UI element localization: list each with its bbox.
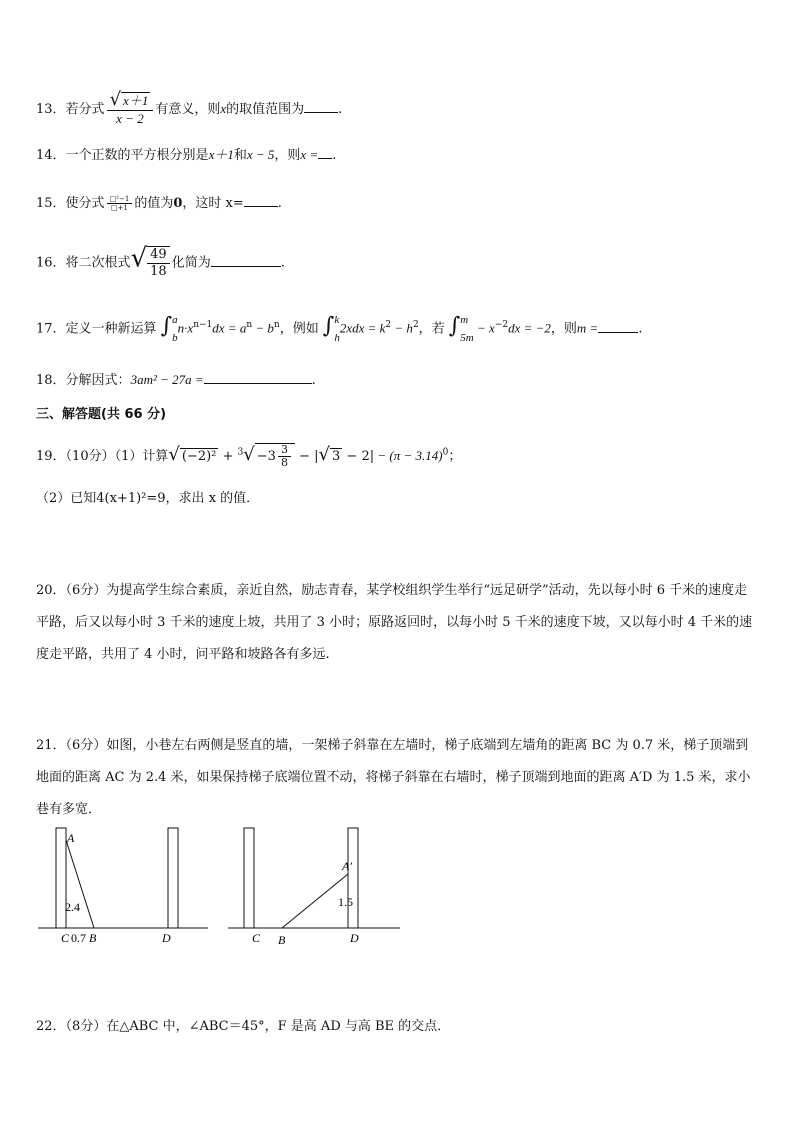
figure-left xyxy=(38,828,208,945)
period: . xyxy=(280,255,285,271)
question-number: 20． xyxy=(36,583,66,598)
exponent: 2 xyxy=(385,320,392,331)
fraction xyxy=(107,89,154,127)
variable: x xyxy=(220,101,227,116)
result: dx = −2 xyxy=(508,320,551,336)
expression: x = xyxy=(300,147,319,162)
question-16 xyxy=(36,243,285,280)
abs-bar-icon: | xyxy=(314,449,319,464)
radicand: (−2)² xyxy=(181,449,217,464)
answer-blank[interactable] xyxy=(244,194,278,207)
text: 使分式 xyxy=(65,196,105,211)
denominator: 18 xyxy=(150,264,167,279)
lower-limit: h xyxy=(334,332,340,344)
question-19 xyxy=(36,443,461,469)
text: ，这时 x= xyxy=(182,196,244,211)
numerator: 3 xyxy=(278,444,291,457)
question-number: 18． xyxy=(36,373,66,388)
ladder xyxy=(66,840,94,928)
fraction xyxy=(278,444,291,469)
period: . xyxy=(332,148,337,163)
label-A-prime: A′ xyxy=(342,859,352,873)
question-14 xyxy=(36,146,336,165)
integral-limits xyxy=(460,314,473,344)
sqrt-sign-icon: √ xyxy=(243,444,255,465)
expression: − (π − 3.14) xyxy=(374,448,443,463)
text: 若分式 xyxy=(65,102,105,117)
radicand xyxy=(255,443,295,469)
label-length: 1.5 xyxy=(338,895,353,909)
integrand: n·x xyxy=(177,320,194,336)
period: . xyxy=(638,321,643,337)
operator: + xyxy=(218,449,238,464)
question-15 xyxy=(36,194,282,213)
expression: 3am² − 27a = xyxy=(130,372,204,387)
integrand: − x xyxy=(473,320,495,336)
question-text: （8分）在△ABC 中，∠ABC＝45°，F 是高 AD 与高 BE 的交点． xyxy=(65,1019,451,1034)
lower-limit: b xyxy=(172,332,178,344)
expression: x − 5 xyxy=(246,147,275,162)
text: （1）计算 xyxy=(114,449,169,464)
radicand: 3 xyxy=(332,449,341,464)
integrand: 2xdx = k xyxy=(339,320,386,336)
label-D: D xyxy=(162,931,171,945)
sqrt-sign-icon: √ xyxy=(130,243,148,274)
result: − h xyxy=(391,320,413,336)
question-20 xyxy=(36,575,758,671)
integral-sign-icon: ∫ xyxy=(160,313,173,339)
operator: − xyxy=(294,449,315,464)
text: 分解因式： xyxy=(65,373,131,388)
question-number: 21． xyxy=(36,738,66,753)
right-wall xyxy=(168,828,178,928)
text: ； xyxy=(448,449,462,464)
sqrt-sign-icon: √ xyxy=(168,444,180,465)
period: . xyxy=(338,102,343,117)
exponent: −2 xyxy=(494,320,509,331)
denominator: □+1 xyxy=(110,204,128,212)
denominator: 8 xyxy=(280,456,288,469)
label-length: 2.4 xyxy=(65,900,80,914)
whole-part: −3 xyxy=(256,449,276,464)
result: dx = a xyxy=(212,320,247,336)
text: 的取值范围为 xyxy=(226,102,305,117)
result: − b xyxy=(252,320,274,336)
right-wall xyxy=(348,828,358,928)
period: . xyxy=(311,373,316,388)
answer-blank[interactable] xyxy=(204,371,312,384)
integral-sign-icon: ∫ xyxy=(322,313,335,339)
text: 化简为 xyxy=(171,255,211,271)
text: − 2 xyxy=(342,449,370,464)
text: 一个正数的平方根分别是 xyxy=(65,148,209,163)
text: ，例如 xyxy=(279,321,319,337)
integral-sign-icon: ∫ xyxy=(448,313,461,339)
question-13 xyxy=(36,89,343,127)
question-18 xyxy=(36,371,316,390)
text: 有意义，则 xyxy=(155,102,221,117)
answer-blank[interactable] xyxy=(211,254,281,267)
answer-blank[interactable] xyxy=(304,100,338,113)
root-index: 3 xyxy=(237,447,244,458)
label-base: 0.7 xyxy=(71,931,86,945)
radicand: x＋1 xyxy=(123,93,149,108)
upper-limit: k xyxy=(334,314,340,326)
abs-bar-icon: | xyxy=(369,449,375,464)
upper-limit: a xyxy=(172,314,178,326)
exponent: n xyxy=(246,320,253,331)
text: ，若 xyxy=(418,321,445,337)
fraction xyxy=(147,246,170,280)
exponent: n xyxy=(273,320,280,331)
section-heading: 三、解答题(共 66 分) xyxy=(36,407,167,422)
expression: m = xyxy=(576,320,599,336)
sqrt-sign-icon: √ xyxy=(109,89,122,110)
zero: 0 xyxy=(173,196,183,211)
text: 定义一种新运算 xyxy=(65,321,157,337)
exponent: 2 xyxy=(412,320,419,331)
lower-limit: 5m xyxy=(460,332,474,344)
question-text: （6分）如图，小巷左右两侧是竖直的墙，一架梯子斜靠在左墙时，梯子底端到左墙角的距离 BC 为 0.7 米，梯子顶端到地面的距离 AC 为 2.4 米，如果保持梯子底端位置不动，将梯子斜靠在右墙时，梯子顶端到地面的距离 A′D 为 1.5 米，求小巷有多宽． xyxy=(36,738,751,817)
question-21 xyxy=(36,730,758,826)
upper-limit: m xyxy=(460,314,469,326)
numerator: □²−1 xyxy=(107,195,133,204)
label-D: D xyxy=(350,931,359,945)
question-number: 15． xyxy=(36,196,66,211)
text: ，则 xyxy=(550,321,577,337)
figure-right xyxy=(228,828,400,947)
exponent: 0 xyxy=(442,447,449,458)
label-C: C xyxy=(252,931,261,945)
question-number: 16． xyxy=(36,255,66,271)
text: ，则 xyxy=(274,148,301,163)
question-number: 22． xyxy=(36,1019,66,1034)
question-number: 13． xyxy=(36,102,66,117)
question-22 xyxy=(36,1018,450,1036)
question-number: 19． xyxy=(36,449,66,464)
text: 将二次根式 xyxy=(65,255,131,271)
text: 和 xyxy=(233,148,247,163)
fraction xyxy=(107,195,133,212)
text: 的值为 xyxy=(134,196,174,211)
numerator: 49 xyxy=(147,247,170,264)
left-wall xyxy=(244,828,254,928)
answer-blank[interactable] xyxy=(318,146,332,159)
label-A: A xyxy=(67,831,75,845)
label-C: C xyxy=(61,931,70,945)
period: . xyxy=(277,196,282,211)
question-number: 17． xyxy=(36,321,66,337)
denominator: x − 2 xyxy=(116,111,144,126)
points: （10分） xyxy=(65,449,115,464)
sqrt-sign-icon: √ xyxy=(318,444,330,465)
question-19-part-2: （2）已知4(x+1)²=9，求出 x 的值． xyxy=(36,491,260,506)
exponent: n−1 xyxy=(193,320,213,331)
question-number: 14． xyxy=(36,148,66,163)
label-B: B xyxy=(89,931,97,945)
question-text: （6分）为提高学生综合素质，亲近自然，励志青春，某学校组织学生举行“远足研学”活动，先以每小时 6 千米的速度走平路，后又以每小时 3 千米的速度上坡，共用了 3 小时；原路返回时，以每小时 5 千米的速度下坡，又以每小时 4 千米的速度走平路，共用了 4 小时，问平路和坡路各有多远. xyxy=(36,583,753,662)
label-B: B xyxy=(278,933,286,947)
answer-blank[interactable] xyxy=(598,320,638,333)
expression: x＋1 xyxy=(208,147,234,162)
ladder-figures xyxy=(36,822,406,952)
question-17 xyxy=(36,314,642,344)
